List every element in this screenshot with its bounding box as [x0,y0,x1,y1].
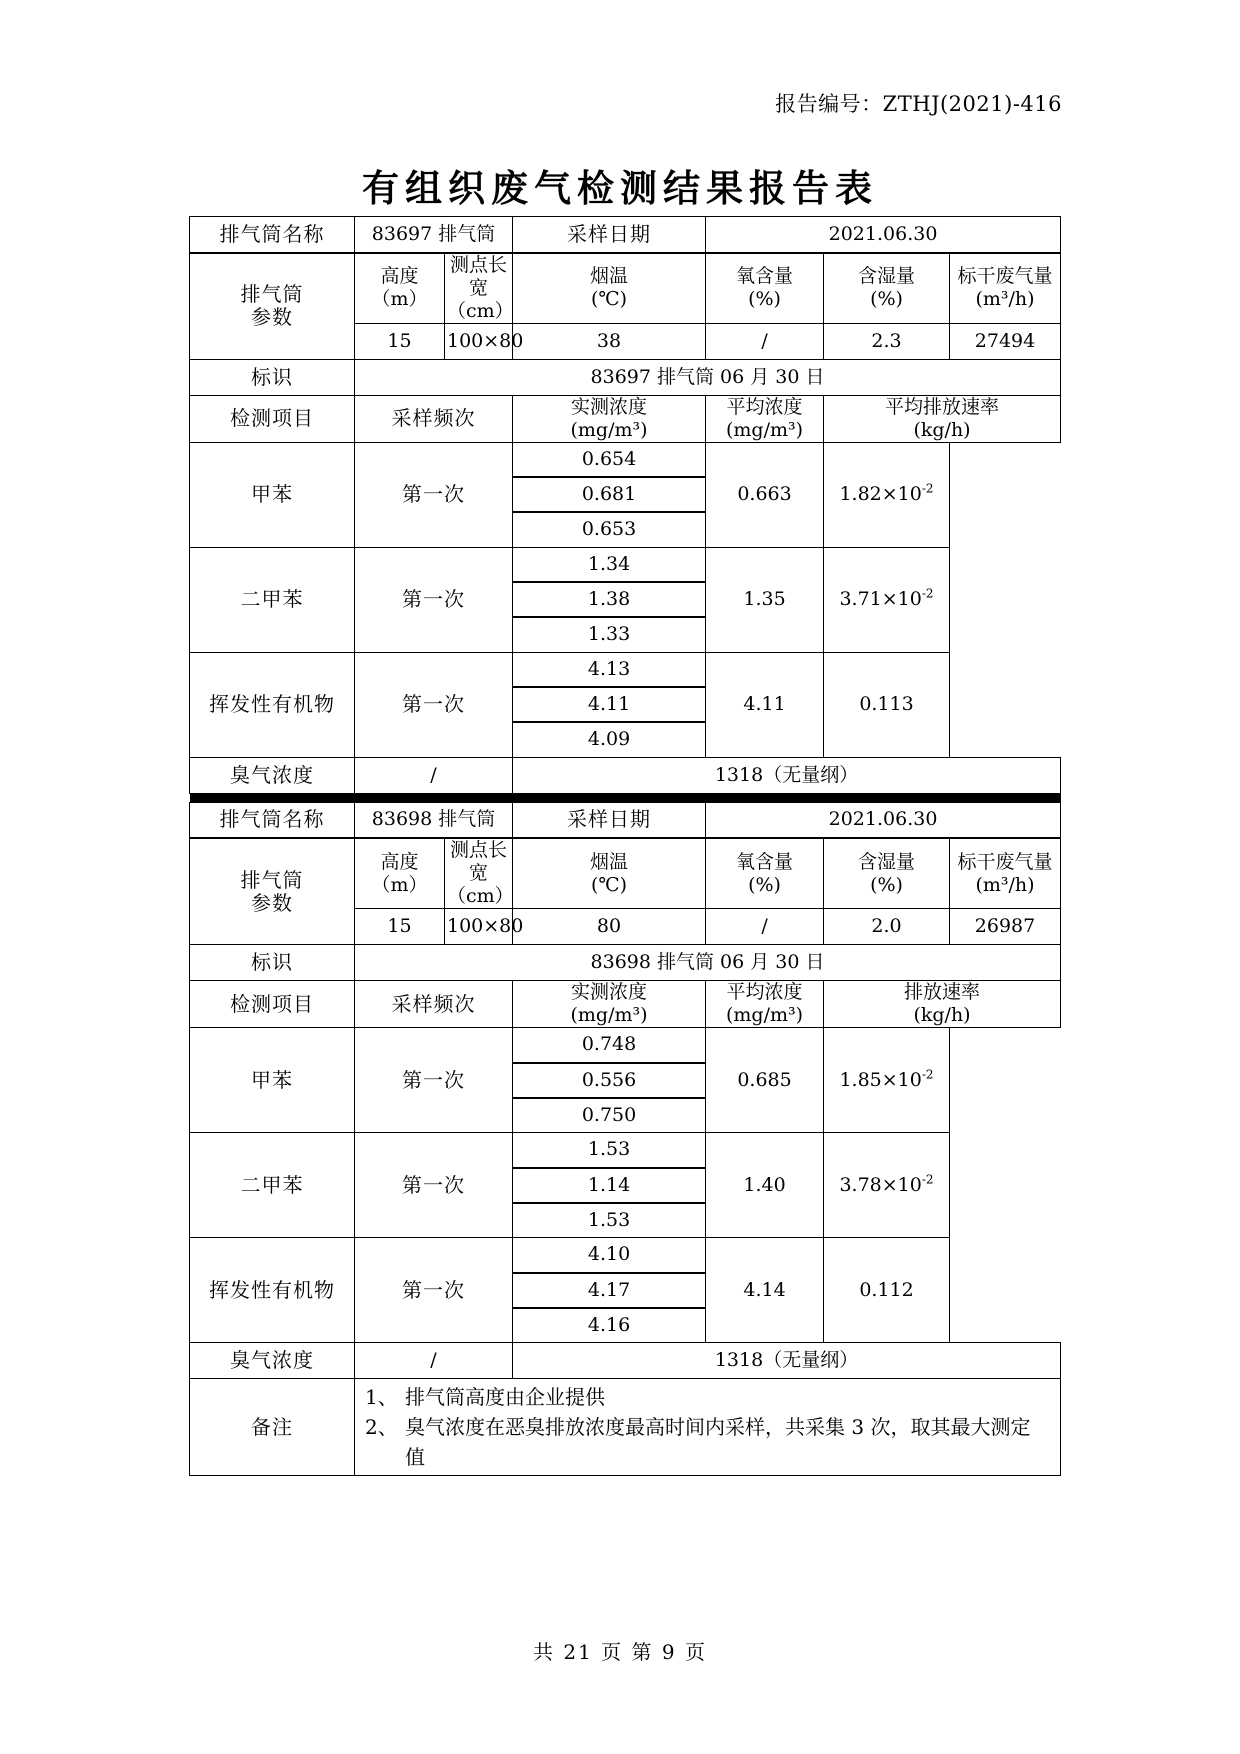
measured-header-line: (mg/m³) [570,418,648,441]
stack-name-label: 排气筒名称 [190,217,355,253]
remarks-label: 备注 [190,1379,355,1476]
average-value: 4.11 [706,652,824,757]
remark-text: 臭气浓度在恶臭排放浓度最高时间内采样，共采集 3 次，取其最大测定值 [405,1415,1031,1469]
table-row [190,1343,1061,1379]
sample-date-label: 采样日期 [513,802,706,838]
section-header-line: 测点长宽 [450,253,508,299]
mark-label: 标识 [190,945,355,981]
flow-header [950,838,1061,909]
rate-header [824,395,1061,442]
odor-frequency: / [355,757,513,793]
page-footer: 共 21 页 第 9 页 [533,1640,707,1664]
stack-params-label [190,253,355,360]
height-header [355,838,445,909]
report-number: 报告编号：ZTHJ(2021)-416 [775,92,1062,116]
avg-header-line: (mg/m³) [725,418,804,441]
sampling-frequency: 第一次 [355,1238,513,1343]
table-row [190,802,1061,838]
section-value: 100×80 [445,909,513,945]
section-header-line: （cm） [447,885,514,907]
table-row [190,359,1061,395]
sampling-frequency: 第一次 [355,1133,513,1238]
odor-frequency: / [355,1343,513,1379]
mark-label: 标识 [190,359,355,395]
measured-value: 4.10 [513,1238,706,1273]
measured-value: 4.13 [513,652,706,687]
measured-value: 4.11 [513,687,706,722]
stack-name-value: 83698 排气筒 [355,802,513,838]
measured-value: 1.33 [513,617,706,652]
oxygen-header [706,838,824,909]
results-table [189,216,1061,1476]
table-row [190,981,1061,1028]
sampling-frequency: 第一次 [355,652,513,757]
section-header-line: （cm） [447,299,514,322]
average-value: 0.663 [706,442,824,547]
oxygen-header-line: 氧含量 [736,850,794,873]
stack-params-label-line: 参数 [251,305,293,329]
remark-text: 排气筒高度由企业提供 [405,1385,605,1409]
measured-value: 0.556 [513,1063,706,1098]
table-row [190,395,1061,442]
height-header-line: 高度 [380,265,419,287]
average-value: 4.14 [706,1238,824,1343]
measured-value: 1.34 [513,547,706,582]
section-header [445,253,513,324]
results-table-body [190,217,1061,1476]
oxygen-header-line: (%) [748,288,781,310]
item-header: 检测项目 [190,981,355,1028]
moisture-header [824,838,950,909]
odor-label: 臭气浓度 [190,757,355,793]
rate-header-line: 平均排放速率 [885,395,1000,418]
flow-value: 27494 [950,323,1061,359]
emission-rate-exponent: -2 [921,1172,934,1187]
emission-rate-exponent: -2 [921,481,934,496]
rate-header-line: (kg/h) [913,1004,971,1026]
table-row [190,757,1061,793]
height-header [355,253,445,324]
moisture-header-line: (%) [870,873,903,896]
measured-value: 1.14 [513,1168,706,1203]
emission-rate [824,1028,950,1133]
pollutant-name: 挥发性有机物 [190,652,355,757]
table-row [190,1379,1061,1476]
oxygen-value: / [706,323,824,359]
sample-date-label: 采样日期 [513,217,706,253]
pollutant-name: 二甲苯 [190,547,355,652]
block-separator [190,793,1061,802]
measured-value: 4.17 [513,1273,706,1308]
avg-header-line: 平均浓度 [726,395,803,418]
temp-header-line: 烟温 [590,850,629,873]
stack-params-label-line: 排气筒 [240,282,304,306]
sampling-frequency: 第一次 [355,442,513,547]
table-row [190,253,1061,324]
measured-value: 1.38 [513,582,706,617]
emission-rate-exponent: -2 [921,1067,934,1082]
emission-rate [824,442,950,547]
flow-header-line: (m³/h) [975,288,1035,310]
sampling-frequency: 第一次 [355,1028,513,1133]
oxygen-value: / [706,909,824,945]
emission-rate-base: 1.85×10 [839,1068,922,1091]
flow-header-line: 标干废气量 [957,265,1053,287]
sample-date-value: 2021.06.30 [706,217,1061,253]
stack-params-label-line: 参数 [251,890,293,915]
emission-rate [824,1133,950,1238]
emission-rate [824,1238,950,1343]
oxygen-header-line: 氧含量 [736,265,794,287]
pollutant-name: 甲苯 [190,442,355,547]
emission-rate-base: 0.112 [859,1278,914,1301]
measured-value: 0.750 [513,1098,706,1133]
moisture-header [824,253,950,324]
table-row [190,1238,1061,1273]
temp-header [513,838,706,909]
emission-rate [824,547,950,652]
table-row [190,652,1061,687]
avg-header-line: (mg/m³) [725,1004,804,1026]
measured-header-line: 实测浓度 [571,395,648,418]
emission-rate-base: 0.113 [859,693,914,715]
item-header: 检测项目 [190,395,355,442]
measured-header-line: 实测浓度 [571,981,648,1003]
flow-header-line: 标干废气量 [957,850,1053,873]
moisture-header-line: 含湿量 [858,265,916,287]
stack-params-label-line: 排气筒 [240,867,304,892]
remark-item [365,1382,1050,1412]
oxygen-header-line: (%) [748,873,781,896]
temp-header-line: (℃) [590,288,628,310]
sampling-frequency: 第一次 [355,547,513,652]
measured-value: 4.09 [513,722,706,757]
measured-value: 0.653 [513,512,706,547]
odor-label: 臭气浓度 [190,1343,355,1379]
stack-name-label: 排气筒名称 [190,802,355,838]
moisture-value: 2.3 [824,323,950,359]
report-title: 有组织废气检测结果报告表 [362,167,878,210]
section-header-line: 测点长宽 [450,839,508,884]
stack-name-value: 83697 排气筒 [355,217,513,253]
stack-params-label [190,838,355,945]
pollutant-name: 挥发性有机物 [190,1238,355,1343]
remarks-content [355,1379,1061,1476]
temp-value: 38 [513,323,706,359]
mark-value: 83697 排气筒 06 月 30 日 [355,359,1061,395]
flow-header-line: (m³/h) [975,873,1035,896]
table-row [190,217,1061,253]
table-row [190,442,1061,477]
rate-header-line: (kg/h) [913,418,971,441]
moisture-value: 2.0 [824,909,950,945]
section-value: 100×80 [445,323,513,359]
average-value: 1.35 [706,547,824,652]
avg-header-line: 平均浓度 [726,981,803,1003]
sample-date-value: 2021.06.30 [706,802,1061,838]
emission-rate [824,652,950,757]
measured-value: 0.748 [513,1028,706,1063]
odor-value: 1318（无量纲） [513,757,1061,793]
measured-header [513,395,706,442]
emission-rate-base: 1.82×10 [839,483,922,505]
freq-header: 采样频次 [355,395,513,442]
measured-header-line: (mg/m³) [570,1004,648,1026]
moisture-header-line: (%) [870,288,903,310]
measured-value: 0.681 [513,477,706,512]
freq-header: 采样频次 [355,981,513,1028]
measured-value: 0.654 [513,442,706,477]
height-header-line: （m） [371,288,428,310]
flow-value: 26987 [950,909,1061,945]
table-row [190,838,1061,909]
height-header-line: 高度 [380,850,419,873]
table-row [190,547,1061,582]
moisture-header-line: 含湿量 [858,850,916,873]
measured-header [513,981,706,1028]
separator-bar [190,793,1061,802]
pollutant-name: 甲苯 [190,1028,355,1133]
emission-rate-base: 3.78×10 [839,1173,922,1196]
height-value: 15 [355,909,445,945]
table-row [190,1133,1061,1168]
results-table-wrapper [189,216,1060,1476]
remark-number: 2、 [365,1415,398,1439]
measured-value: 4.16 [513,1308,706,1343]
oxygen-header [706,253,824,324]
remark-number: 1、 [365,1385,398,1409]
section-header [445,838,513,909]
pollutant-name: 二甲苯 [190,1133,355,1238]
table-row [190,945,1061,981]
measured-value: 1.53 [513,1133,706,1168]
temp-header [513,253,706,324]
average-value: 0.685 [706,1028,824,1133]
measured-value: 1.53 [513,1203,706,1238]
height-header-line: （m） [371,873,428,896]
rate-header-line: 排放速率 [904,981,981,1003]
table-row [190,1028,1061,1063]
avg-header [706,981,824,1028]
temp-header-line: (℃) [590,873,628,896]
emission-rate-exponent: -2 [921,586,934,601]
rate-header [824,981,1061,1028]
remark-item [365,1412,1050,1472]
height-value: 15 [355,323,445,359]
temp-header-line: 烟温 [590,265,629,287]
emission-rate-base: 3.71×10 [839,588,922,610]
odor-value: 1318（无量纲） [513,1343,1061,1379]
temp-value: 80 [513,909,706,945]
flow-header [950,253,1061,324]
mark-value: 83698 排气筒 06 月 30 日 [355,945,1061,981]
average-value: 1.40 [706,1133,824,1238]
avg-header [706,395,824,442]
